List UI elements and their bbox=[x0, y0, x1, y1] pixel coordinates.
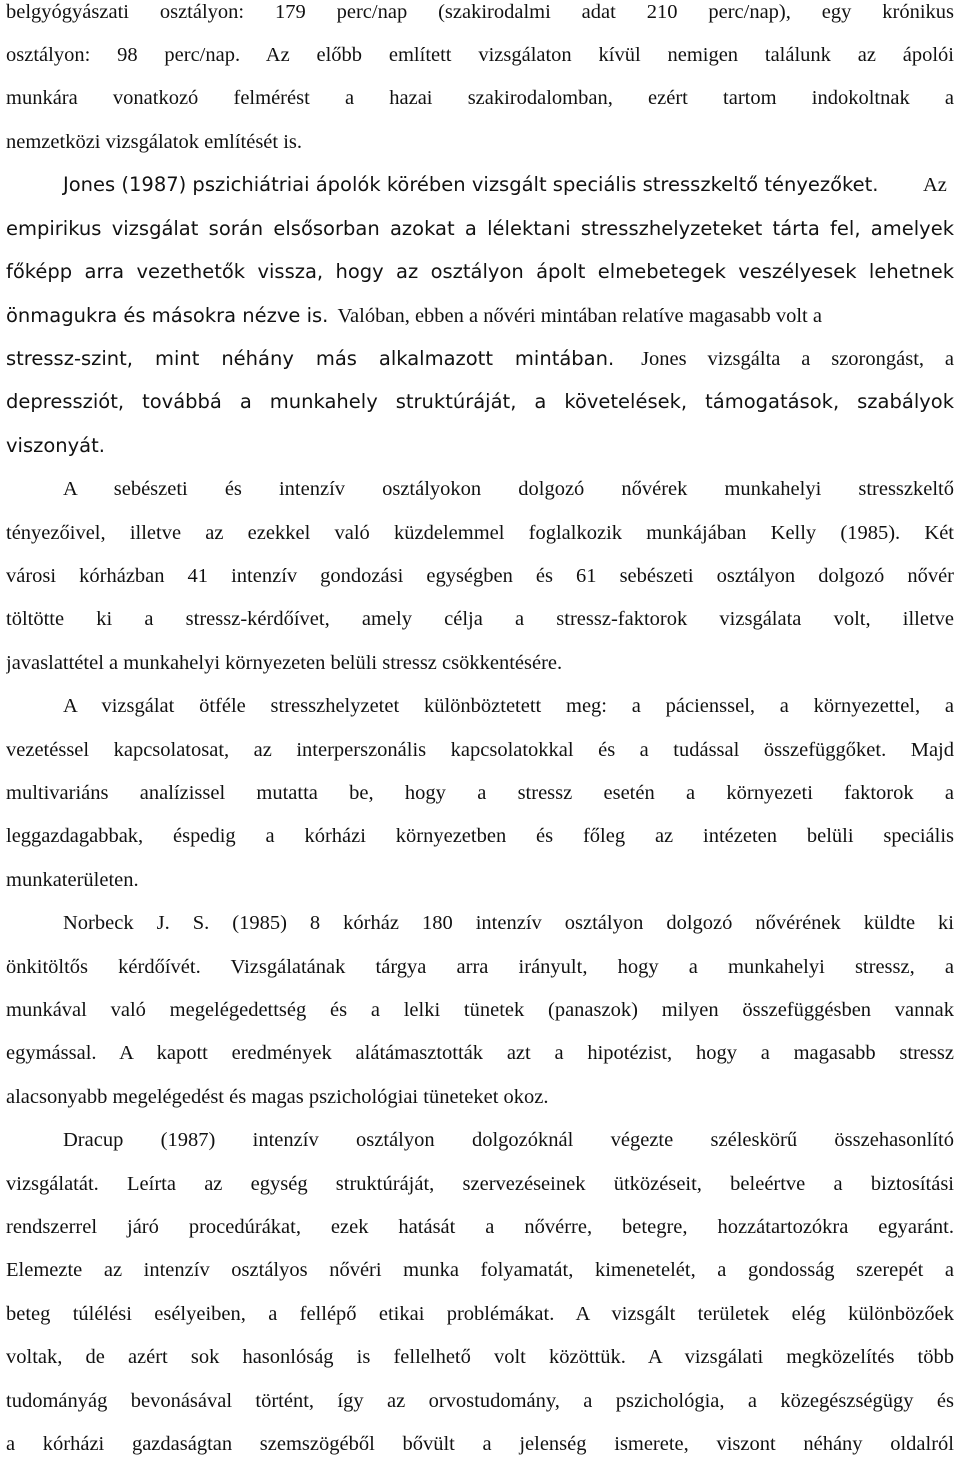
text-line: főképp arra vezethetők vissza, hogy az osztályon ápolt elmebetegek veszélyesek lehetnek bbox=[6, 260, 954, 283]
text-line: Dracup (1987) intenzív osztályon dolgozóknál végezte széleskörű összehasonlító bbox=[63, 1129, 954, 1151]
text-line: empirikus vizsgálat során elsősorban azokat a lélektani stresszhelyzeteket tárta fel, amelyek bbox=[6, 217, 954, 240]
text-line: depressziót, továbbá a munkahely struktúráját, a követelések, támogatások, szabályok bbox=[6, 390, 954, 413]
text-line: A vizsgálat ötféle stresszhelyzetet különböztetett meg: a pácienssel, a környezettel, a bbox=[63, 695, 954, 717]
text-line: multivariáns analízissel mutatta be, hogy a stressz esetén a környezeti faktorok a bbox=[6, 782, 954, 804]
text-line: beteg túlélési esélyeiben, a fellépő etikai problémákat. A vizsgált területek elég különbözőek bbox=[6, 1303, 954, 1325]
text-line: osztályon: 98 perc/nap. Az előbb említett vizsgálaton kívül nemigen találunk az ápolói bbox=[6, 44, 954, 66]
text-line-mixed bbox=[6, 301, 954, 331]
text-line: voltak, de azért sok hasonlóság is fellelhető volt közöttük. A vizsgálati megközelítés több bbox=[6, 1346, 954, 1368]
text-line: munkára vonatkozó felmérést a hazai szakirodalomban, ezért tartom indokoltnak a bbox=[6, 87, 954, 109]
text-line: belgyógyászati osztályon: 179 perc/nap (szakirodalmi adat 210 perc/nap), egy krónikus bbox=[6, 1, 954, 23]
text-line: Az bbox=[923, 174, 947, 196]
text-line: munkával való megelégedettség és a lelki tünetek (panaszok) milyen összefüggésben vannak bbox=[6, 999, 954, 1021]
text-span: stressz-szint, mint néhány más alkalmazott mintában. bbox=[6, 347, 615, 370]
text-line: egymással. A kapott eredmények alátámasztották azt a hipotézist, hogy a magasabb stressz bbox=[6, 1042, 954, 1064]
text-line: Norbeck J. S. (1985) 8 kórház 180 intenzív osztályon dolgozó nővérének küldte ki bbox=[63, 912, 954, 934]
text-line: alacsonyabb megelégedést és magas pszichológiai tüneteket okoz. bbox=[6, 1086, 549, 1108]
text-line: A sebészeti és intenzív osztályokon dolgozó nővérek munkahelyi stresszkeltő bbox=[63, 478, 954, 500]
text-span: Valóban, ebben a nővéri mintában relatíve magasabb volt a bbox=[337, 305, 822, 327]
text-line: önkitöltős kérdőívét. Vizsgálatának tárgya arra irányult, hogy a munkahelyi stressz, a bbox=[6, 956, 954, 978]
document-page bbox=[6, 0, 954, 1460]
text-line: Elemezte az intenzív osztályos nővéri munka folyamatát, kimenetelét, a gondosság szerepét a bbox=[6, 1259, 954, 1281]
text-line: tudományág bevonásával történt, így az orvostudomány, a pszichológia, a közegészségügy és bbox=[6, 1390, 954, 1412]
text-line: javaslattétel a munkahelyi környezeten belüli stressz csökkentésére. bbox=[6, 652, 563, 674]
text-line: leggazdagabbak, éspedig a kórházi környezetben és főleg az intézeten belüli speciális bbox=[6, 825, 954, 847]
text-line: töltötte ki a stressz-kérdőívet, amely célja a stressz-faktorok vizsgálata volt, illetve bbox=[6, 608, 954, 630]
text-line: Jones (1987) pszichiátriai ápolók körében vizsgált speciális stresszkeltő tényezőket. bbox=[63, 173, 879, 196]
text-line-mixed bbox=[6, 344, 954, 374]
text-line: rendszerrel járó procedúrákat, ezek hatását a nővérre, betegre, hozzátartozókra egyaránt. bbox=[6, 1216, 954, 1238]
text-line: a kórházi gazdaságtan szemszögéből bővült a jelenség ismerete, viszont néhány oldalról bbox=[6, 1433, 954, 1455]
text-span: önmagukra és másokra nézve is. bbox=[6, 304, 329, 327]
text-line: tényezőivel, illetve az ezekkel való küzdelemmel foglalkozik munkájában Kelly (1985). Két bbox=[6, 522, 954, 544]
text-line: nemzetközi vizsgálatok említését is. bbox=[6, 131, 303, 153]
text-span: Jones vizsgálta a szorongást, a bbox=[641, 348, 954, 370]
text-line: viszonyát. bbox=[6, 434, 105, 457]
text-line: vizsgálatát. Leírta az egység struktúráját, szervezéseinek ütközéseit, beleértve a biztosítási bbox=[6, 1173, 954, 1195]
text-line: vezetéssel kapcsolatosat, az interperszonális kapcsolatokkal és a tudással összefüggőket. Majd bbox=[6, 739, 954, 761]
text-line: városi kórházban 41 intenzív gondozási egységben és 61 sebészeti osztályon dolgozó nővér bbox=[6, 565, 954, 587]
text-line: munkaterületen. bbox=[6, 869, 139, 891]
